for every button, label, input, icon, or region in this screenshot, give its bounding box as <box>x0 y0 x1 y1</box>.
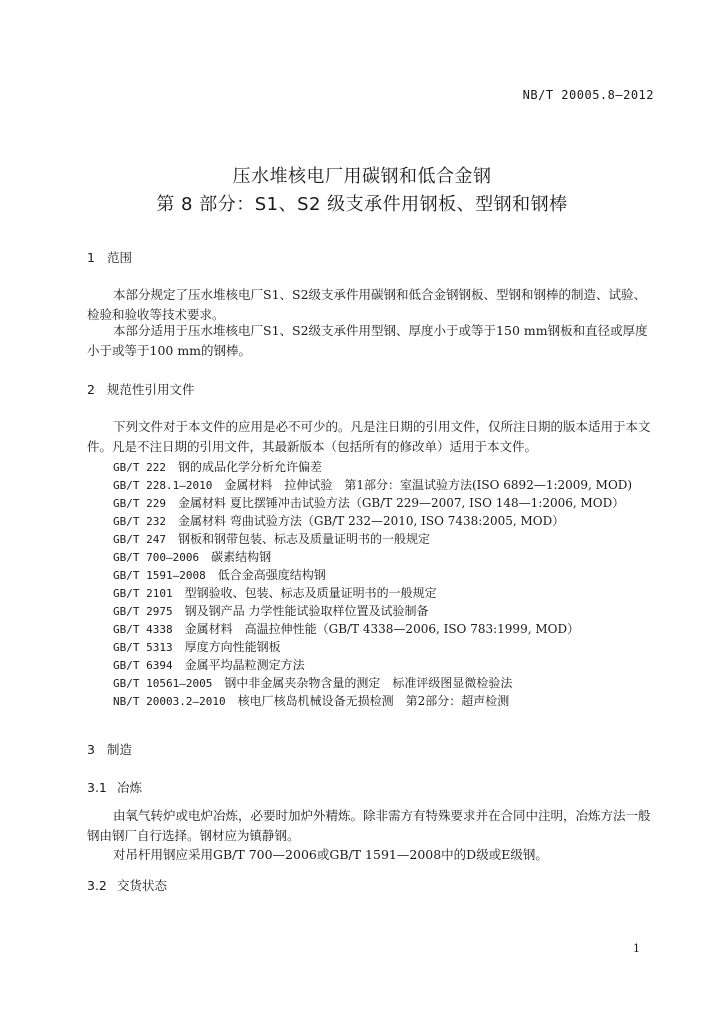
reference-item <box>113 494 624 513</box>
reference-code: GB/T 1591—2008 <box>113 569 206 582</box>
reference-item <box>113 602 428 621</box>
document-title-line1: 压水堆核电厂用碳钢和低合金钢 <box>232 166 492 187</box>
reference-code: GB/T 2975 <box>113 605 173 618</box>
document-title-line2: 第 8 部分：S1、S2 级支承件用钢板、型钢和钢棒 <box>156 194 568 215</box>
reference-title: 型钢验收、包装、标志及质量证明书的一般规定 <box>184 586 437 600</box>
reference-title: 金属材料 高温拉伸性能（GB/T 4338—2006, ISO 783:1999, MOD） <box>184 622 580 636</box>
reference-item <box>113 566 326 585</box>
section-1-heading <box>87 248 132 266</box>
reference-code: GB/T 5313 <box>113 641 173 654</box>
reference-title: 金属材料 拉伸试验 第1部分：室温试验方法(ISO 6892—1:2009, MOD) <box>224 478 633 492</box>
reference-code: GB/T 6394 <box>113 659 173 672</box>
section-number: 2 <box>87 382 95 397</box>
reference-title: 钢及钢产品 力学性能试验取样位置及试验制备 <box>184 604 429 618</box>
reference-title: 碳素结构钢 <box>211 550 272 564</box>
section-title: 交货状态 <box>117 878 168 893</box>
section-3-1-paragraph-2: 对吊杆用钢应采用GB/T 700—2006或GB/T 1591—2008中的D级或E级钢。 <box>113 847 548 862</box>
reference-code: GB/T 247 <box>113 533 166 546</box>
reference-code: GB/T 222 <box>113 461 166 474</box>
section-3-1-heading <box>87 778 142 796</box>
reference-item <box>113 512 564 531</box>
section-title: 规范性引用文件 <box>107 382 195 397</box>
reference-code: GB/T 700—2006 <box>113 551 200 564</box>
reference-code: GB/T 229 <box>113 497 166 510</box>
reference-code: GB/T 232 <box>113 515 166 528</box>
reference-title: 金属平均晶粒测定方法 <box>184 658 305 672</box>
reference-item <box>113 530 430 549</box>
reference-item <box>113 458 322 477</box>
reference-title: 厚度方向性能钢板 <box>184 640 281 654</box>
section-number: 3.1 <box>87 780 107 795</box>
standard-number: NB/T 20005.8—2012 <box>522 88 654 102</box>
reference-title: 金属材料 弯曲试验方法（GB/T 232—2010, ISO 7438:2005, MOD） <box>178 514 565 528</box>
section-title: 制造 <box>107 742 133 757</box>
section-number: 3 <box>87 742 95 757</box>
section-title: 冶炼 <box>117 780 143 795</box>
reference-title: 钢的成品化学分析允许偏差 <box>178 460 323 474</box>
reference-code: GB/T 228.1—2010 <box>113 479 213 492</box>
page-number: 1 <box>633 942 640 955</box>
section-3-1-paragraph-1: 由氧气转炉或电炉冶炼，必要时加炉外精炼。除非需方有特殊要求并在合同中注明，冶炼方法一般钢由钢厂自行选择。钢材应为镇静钢。 <box>87 808 651 843</box>
reference-title: 核电厂核岛机械设备无损检测 第2部分：超声检测 <box>237 694 510 708</box>
section-2-intro: 下列文件对于本文件的应用是必不可少的。凡是注日期的引用文件，仅所注日期的版本适用于本文件。凡是不注日期的引用文件，其最新版本（包括所有的修改单）适用于本文件。 <box>87 419 651 454</box>
section-1-paragraph-2: 本部分适用于压水堆核电厂S1、S2级支承件用型钢、厚度小于或等于150 mm钢板和直径或厚度小于或等于100 mm的钢棒。 <box>87 323 648 358</box>
reference-item <box>113 548 271 567</box>
reference-title: 钢中非金属夹杂物含量的测定 标准评级图显微检验法 <box>224 676 513 690</box>
section-2-heading <box>87 380 195 398</box>
reference-code: GB/T 4338 <box>113 623 173 636</box>
section-1-paragraph-1: 本部分规定了压水堆核电厂S1、S2级支承件用碳钢和低合金钢钢板、型钢和钢棒的制造、试验、检验和验收等技术要求。 <box>87 287 647 322</box>
reference-title: 低合金高强度结构钢 <box>217 568 326 582</box>
reference-item <box>113 476 632 495</box>
section-number: 3.2 <box>87 878 107 893</box>
reference-item <box>113 656 305 675</box>
section-3-2-heading <box>87 876 167 894</box>
reference-title: 钢板和钢带包装、标志及质量证明书的一般规定 <box>178 532 431 546</box>
reference-item <box>113 638 281 657</box>
reference-code: GB/T 10561—2005 <box>113 677 213 690</box>
section-number: 1 <box>87 250 95 265</box>
section-title: 范围 <box>107 250 133 265</box>
reference-item <box>113 692 509 711</box>
section-3-heading <box>87 740 132 758</box>
reference-code: NB/T 20003.2—2010 <box>113 695 226 708</box>
reference-item <box>113 584 437 603</box>
reference-item <box>113 620 579 639</box>
reference-title: 金属材料 夏比摆锤冲击试验方法（GB/T 229—2007, ISO 148—1:2006, MOD） <box>178 496 625 510</box>
reference-item <box>113 674 512 693</box>
reference-code: GB/T 2101 <box>113 587 173 600</box>
